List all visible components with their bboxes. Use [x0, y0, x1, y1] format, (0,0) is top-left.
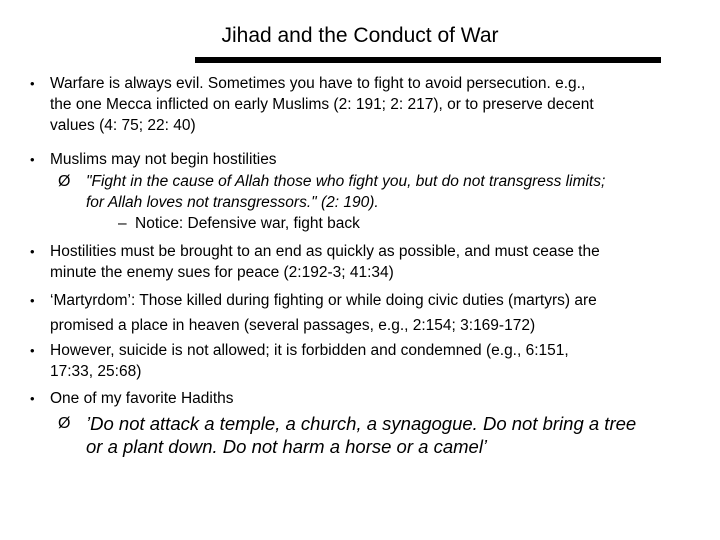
- quote-hadith: [86, 412, 636, 458]
- bullet-hostilities-begin: [50, 149, 277, 170]
- bullet-icon: •: [30, 244, 35, 259]
- bullet-warfare: [50, 73, 594, 136]
- note-defensive-war: Notice: Defensive war, fight back: [135, 215, 360, 232]
- bullet-martyrdom: [50, 290, 597, 336]
- text-line: values (4: 75; 22: 40): [50, 117, 196, 134]
- bullet-icon: •: [30, 391, 35, 406]
- text-line: 17:33, 25:68): [50, 363, 142, 380]
- bullet-icon: •: [30, 76, 35, 91]
- text-line: or a plant down. Do not harm a horse or a camel’: [86, 436, 488, 457]
- bullet-icon: •: [30, 152, 35, 167]
- text-line: promised a place in heaven (several passages, e.g., 2:154; 3:169-172): [50, 317, 536, 334]
- quote-fight-in-cause: [86, 171, 605, 213]
- bullet-hadiths: [50, 388, 234, 409]
- slide-title: Jihad and the Conduct of War: [221, 24, 499, 47]
- arrow-bullet-icon: Ø: [58, 415, 71, 432]
- text-line: ’Do not attack a temple, a church, a synagogue. Do not bring a tree: [86, 413, 637, 434]
- title-rule: [195, 57, 661, 63]
- arrow-bullet-icon: Ø: [58, 173, 71, 190]
- text-line: for Allah loves not transgressors." (2: 190).: [86, 194, 379, 211]
- text-line: the one Mecca inflicted on early Muslims (2: 191; 2: 217), or to preserve decent: [50, 96, 594, 113]
- text-line: Hostilities must be brought to an end as quickly as possible, and must cease the: [50, 243, 600, 260]
- bullet-suicide: [50, 340, 569, 382]
- text-line: minute the enemy sues for peace (2:192-3; 41:34): [50, 264, 394, 281]
- text-line: One of my favorite Hadiths: [50, 390, 234, 407]
- text-line: Warfare is always evil. Sometimes you have to fight to avoid persecution. e.g.,: [50, 75, 586, 92]
- dash-bullet-icon: –: [118, 215, 127, 232]
- text-line: "Fight in the cause of Allah those who fight you, but do not transgress limits;: [86, 173, 606, 190]
- text-line: However, suicide is not allowed; it is forbidden and condemned (e.g., 6:151,: [50, 342, 569, 359]
- bullet-icon: •: [30, 343, 35, 358]
- text-line: Muslims may not begin hostilities: [50, 151, 277, 168]
- text-line: ‘Martyrdom’: Those killed during fighting or while doing civic duties (martyrs) are: [50, 292, 597, 309]
- bullet-icon: •: [30, 293, 35, 308]
- bullet-hostilities-end: [50, 241, 600, 283]
